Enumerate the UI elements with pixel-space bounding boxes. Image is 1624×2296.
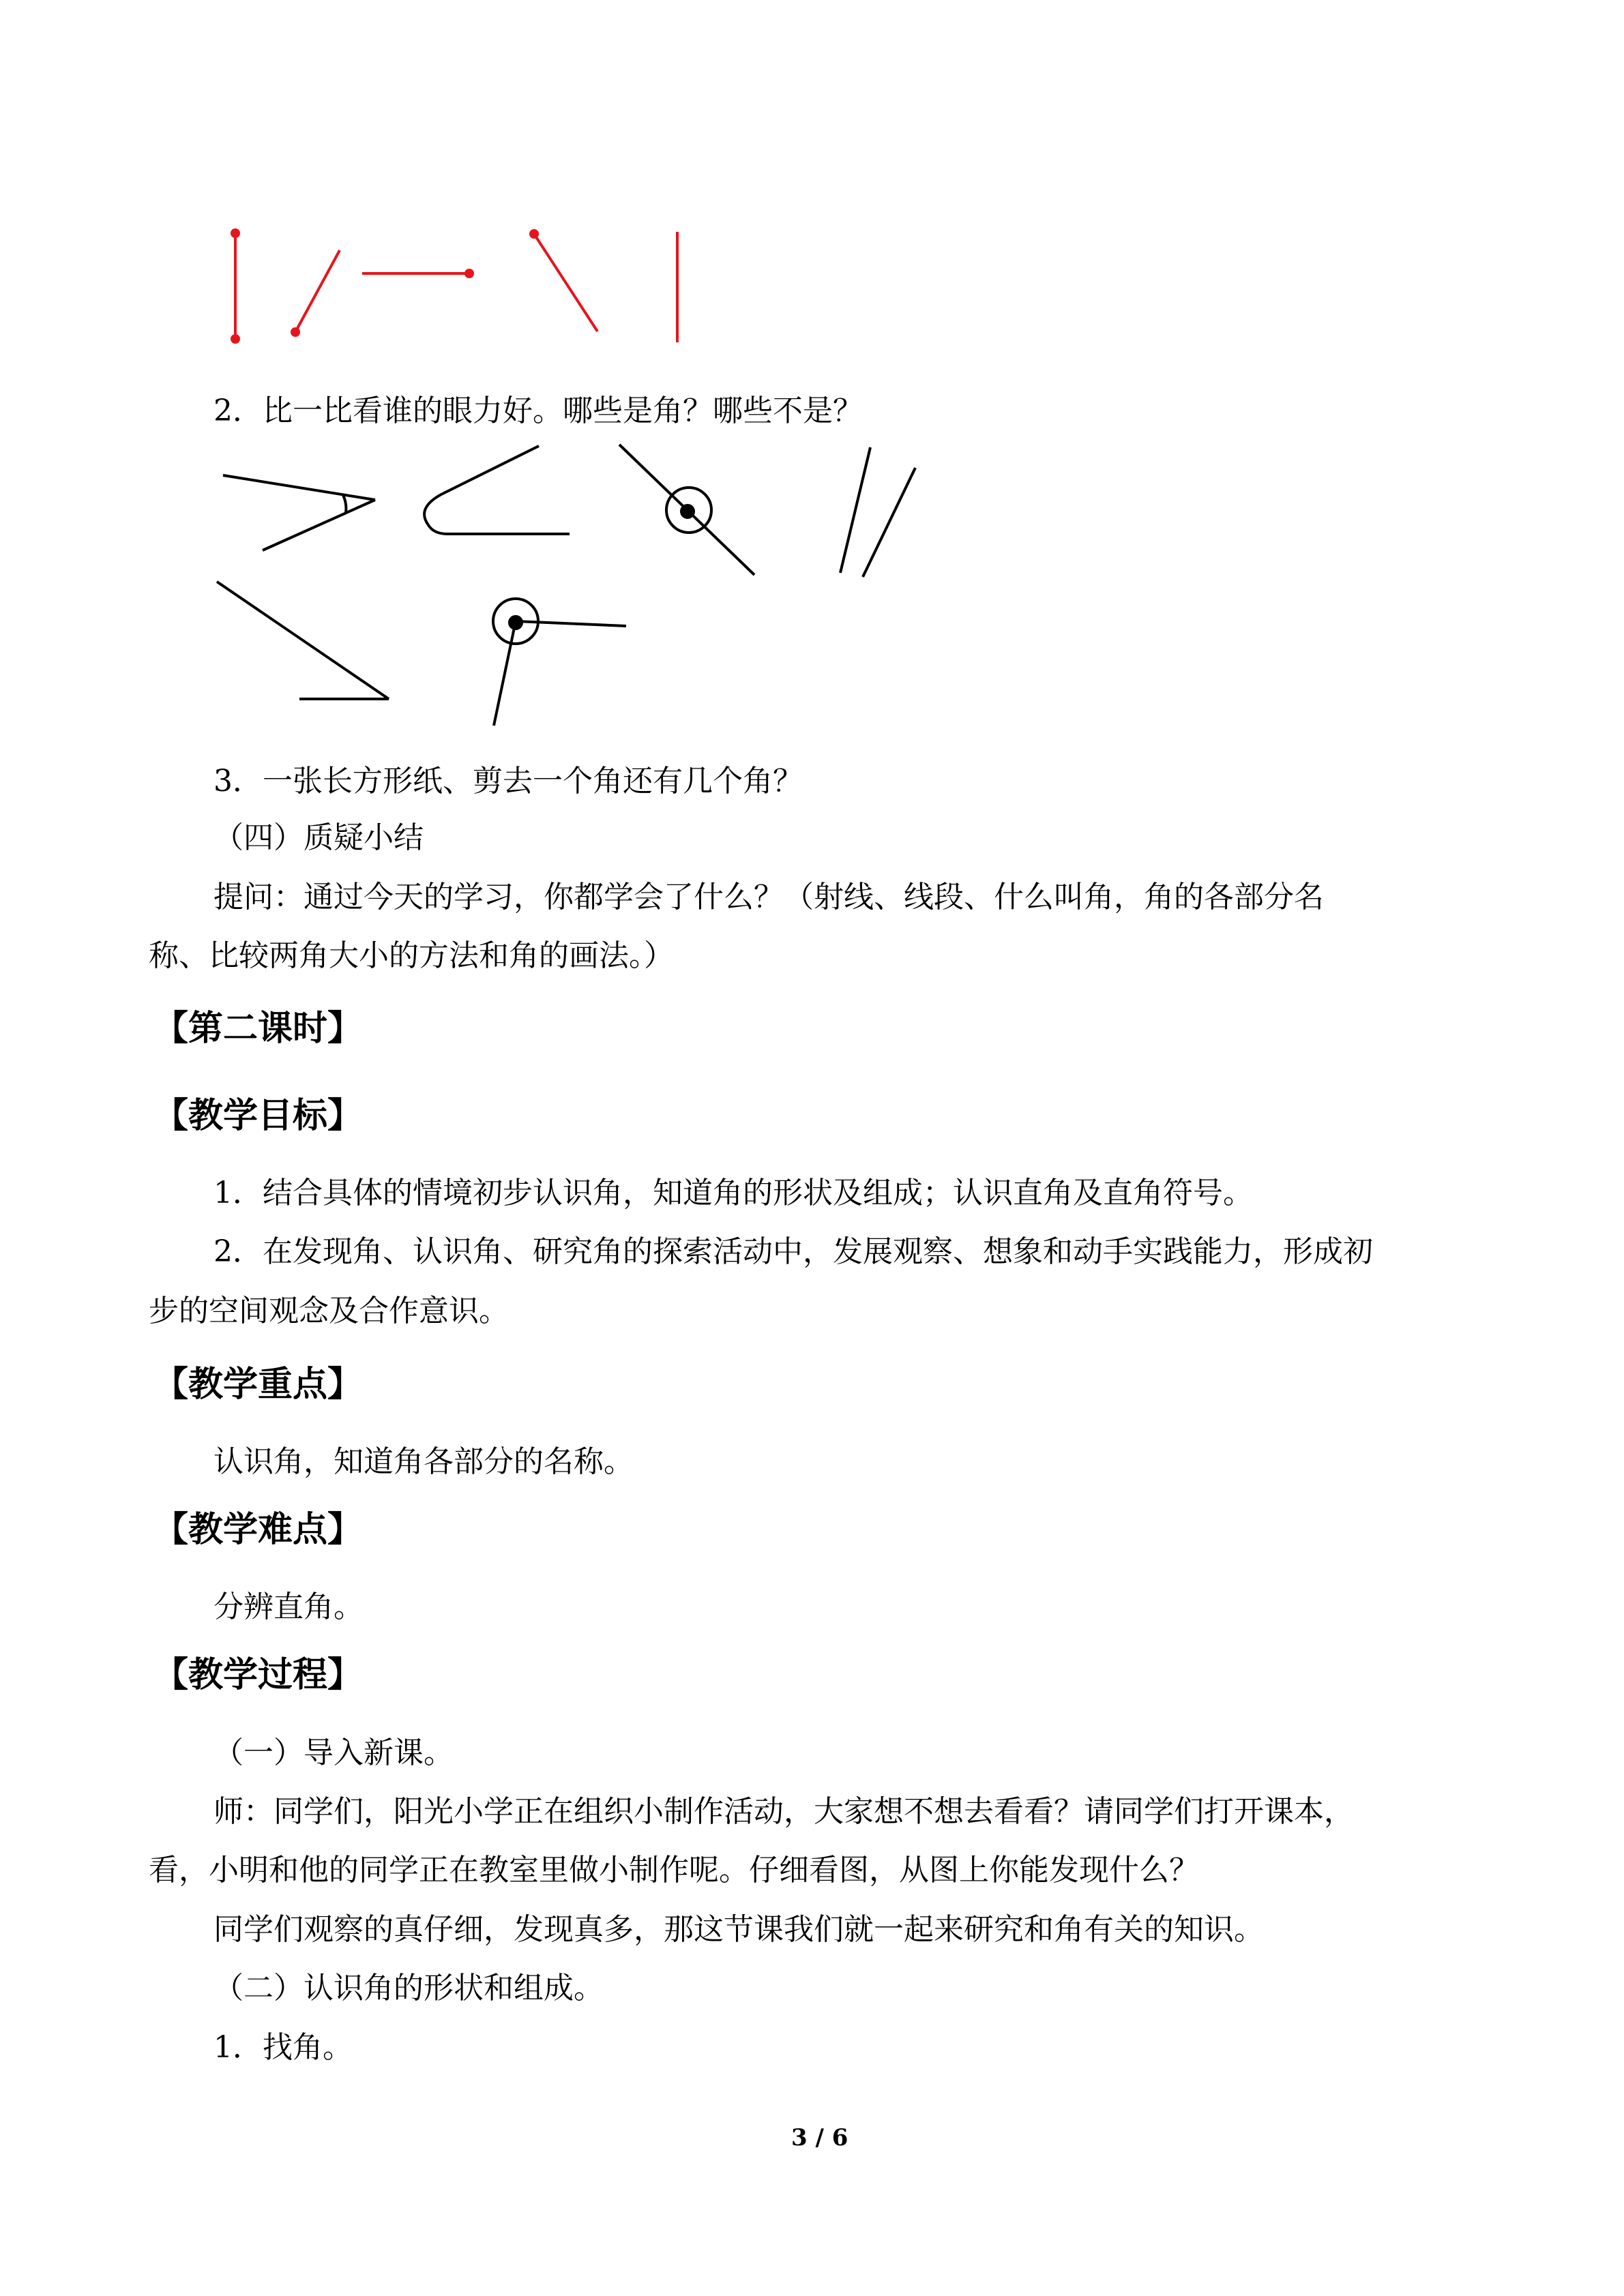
- step-2: （二）认识角的形状和组成。: [213, 1971, 604, 2006]
- page-number: 3 / 6: [791, 2124, 848, 2151]
- step-1: （一）导入新课。: [213, 1735, 454, 1770]
- difficulty-text: 分辨直角。: [213, 1590, 364, 1624]
- process-heading: 【教学过程】: [153, 1655, 363, 1695]
- summary-line-2: 称、比较两角大小的方法和角的画法。）: [149, 938, 674, 973]
- angle-figures: [0, 0, 1624, 750]
- curved-figure-2: [424, 446, 570, 534]
- summary-line-1: 提问：通过今天的学习，你都学会了什么？（射线、线段、什么叫角，角的各部分名: [213, 880, 1324, 914]
- parallel-lines-figure-4: [840, 447, 915, 577]
- angle-figure-5: [217, 582, 389, 699]
- goal-2-line-1: 2．在发现角、认识角、研究角的探索活动中，发展观察、想象和动手实践能力，形成初: [213, 1234, 1373, 1269]
- angle-figure-6: [493, 599, 626, 726]
- difficulty-heading: 【教学难点】: [153, 1510, 363, 1550]
- observe-text: 同学们观察的真仔细，发现真多，那这节课我们就一起来研究和角有关的知识。: [213, 1912, 1264, 1947]
- key-heading: 【教学重点】: [153, 1365, 363, 1405]
- lesson2-title: 【第二课时】: [153, 1009, 363, 1049]
- goals-heading: 【教学目标】: [153, 1096, 363, 1136]
- goal-2-line-2: 步的空间观念及合作意识。: [149, 1294, 509, 1328]
- exercise-2: 2．比一比看谁的眼力好。哪些是角？哪些不是？: [213, 393, 863, 428]
- angle-figure-3: [619, 445, 754, 575]
- teacher-line-1: 师：同学们，阳光小学正在组织小制作活动，大家想不想去看看？请同学们打开课本，: [213, 1794, 1354, 1829]
- goal-1: 1．结合具体的情境初步认识角，知道角的形状及组成；认识直角及直角符号。: [213, 1176, 1253, 1210]
- teacher-line-2: 看，小明和他的同学正在教室里做小制作呢。仔细看图，从图上你能发现什么？: [149, 1853, 1199, 1888]
- summary-heading: （四）质疑小结: [213, 820, 424, 855]
- find-angle: 1．找角。: [213, 2030, 353, 2065]
- key-text: 认识角，知道角各部分的名称。: [213, 1444, 634, 1479]
- angle-figure-1: [223, 475, 375, 550]
- exercise-3: 3．一张长方形纸、剪去一个角还有几个角？: [213, 764, 803, 799]
